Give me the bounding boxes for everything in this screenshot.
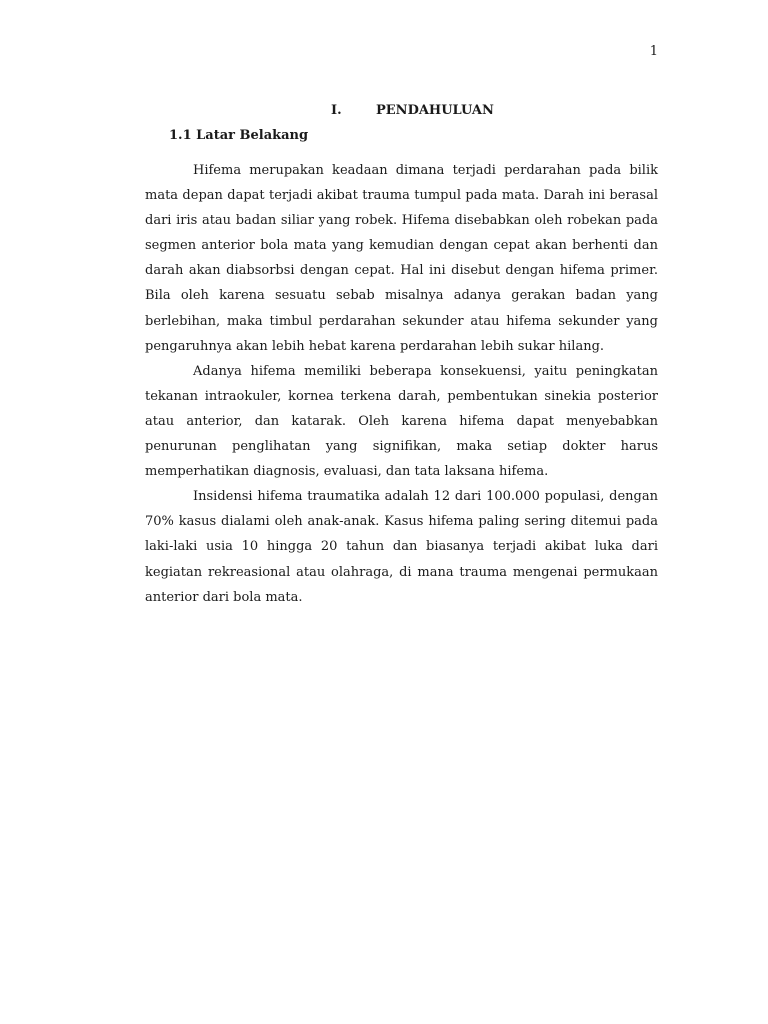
section-heading: 1.1 Latar Belakang bbox=[169, 128, 309, 143]
body-text bbox=[145, 158, 658, 610]
paragraph: Insidensi hifema traumatika adalah 12 dari 100.000 populasi, dengan 70% kasus dialami oleh anak-anak. Kasus hifema paling sering ditemui pada laki-laki usia 10 hingga 20 tahun dan biasanya terjadi akibat luka dari kegiatan rekreasional atau olahraga, di mana trauma mengenai permukaan anterior dari bola mata. bbox=[145, 489, 658, 605]
chapter-title: PENDAHULUAN bbox=[376, 103, 494, 118]
paragraph: Hifema merupakan keadaan dimana terjadi perdarahan pada bilik mata depan dapat terjadi akibat trauma tumpul pada mata. Darah ini berasal dari iris atau badan siliar yang robek. Hifema disebabkan oleh robekan pada segmen anterior bola mata yang kemudian dengan cepat akan berhenti dan darah akan diabsorbsi dengan cepat. Hal ini disebut dengan hifema primer. Bila oleh karena sesuatu sebab misalnya adanya gerakan badan yang berlebihan, maka timbul perdarahan sekunder atau hifema sekunder yang pengaruhnya akan lebih hebat karena perdarahan lebih sukar hilang. bbox=[145, 163, 658, 354]
chapter-number: I. bbox=[331, 103, 342, 118]
page-number: 1 bbox=[649, 44, 658, 59]
paragraph: Adanya hifema memiliki beberapa konsekuensi, yaitu peningkatan tekanan intraokuler, kornea terkena darah, pembentukan sinekia posterior atau anterior, dan katarak. Oleh karena hifema dapat menyebabkan penurunan penglihatan yang signifikan, maka setiap dokter harus memperhatikan diagnosis, evaluasi, dan tata laksana hifema. bbox=[145, 363, 658, 480]
